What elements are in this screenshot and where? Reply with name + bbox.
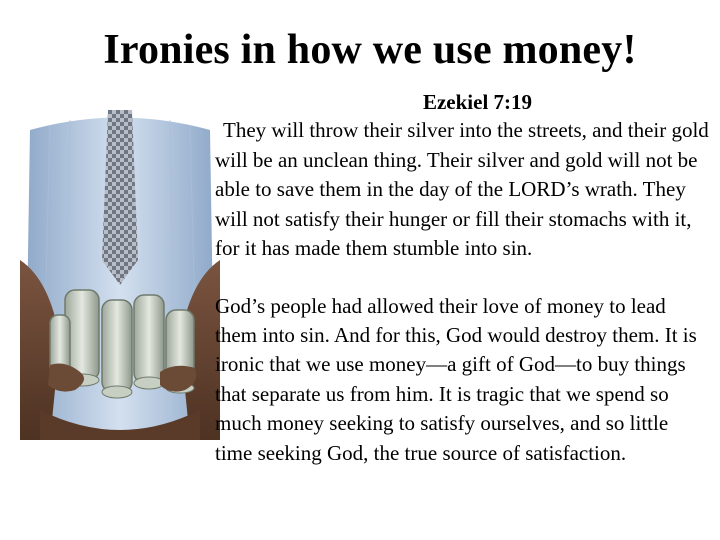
scripture-reference: Ezekiel 7:19	[422, 90, 533, 114]
content-text-block	[215, 88, 710, 468]
scripture-verse: They will throw their silver into the streets, and their gold will be an unclean thing. Their silver and gold will not be able to save them in the day of the LORD’s wrath. They will not satisfy their hunger or fill their stomachs with it, for it has made them stumble into sin.	[215, 118, 709, 260]
tie	[102, 110, 138, 285]
hands-holding-money-icon	[20, 110, 220, 440]
scripture-text	[215, 116, 710, 264]
slide-title: Ironies in how we use money!	[103, 27, 637, 73]
reflection-paragraph: God’s people had allowed their love of money to lead them into sin. And for this, God would destroy them. It is ironic that we use money—a gift of God—to buy things that separate us from him. It is tragic that we spend so much money seeking to satisfy ourselves, and so little time seeking God, the true source of satisfaction.	[215, 293, 697, 465]
